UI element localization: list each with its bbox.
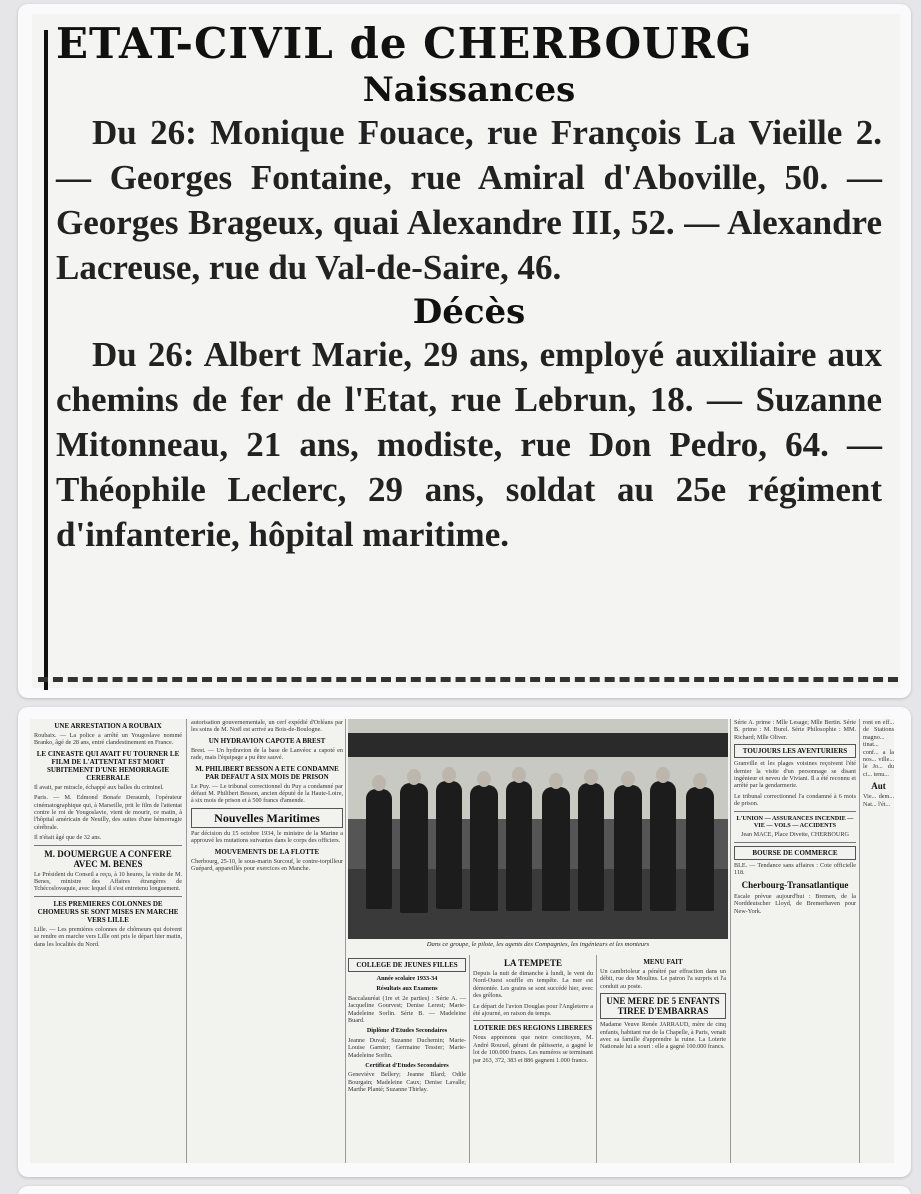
paragraph: Vie... dem... Nat... l'ét... <box>863 793 894 808</box>
subheading: Diplôme d'Etudes Secondaires <box>366 1027 448 1035</box>
paragraph: Depuis la nuit de dimanche à lundi, le vent du Nord-Ouest souffle en tempête. La mer est démontée. Les grains se sont succédé hier, avec des grêlons. <box>473 970 593 1000</box>
paragraph: Granville et les plages voisines reçoivent l'été dernier la visite d'un personnage se disant ingénieur et neveu de Viviani. Il a été reconnu et arrêté par la gendarmerie. <box>734 760 856 790</box>
paragraph: Il n'était âgé que de 32 ans. <box>34 834 102 842</box>
paragraph: Il avait, par miracle, échappé aux balles du criminel. <box>34 783 164 791</box>
paragraph: Nous apprenons que notre concitoyen, M. André Rouxel, gérant de pâtisserie, a gagné le lot de 100.000 francs. Les numéros se terminant par 263, 372, 383 et 886 gagnent 1.000 francs. <box>473 1034 593 1064</box>
paragraph: Cherbourg, 25-10, le sous-marin Surcouf, le contre-torpilleur Guépard, appareillés pour exercices en Manche. <box>191 857 343 873</box>
headline: LE CINEASTE QUI AVAIT FU TOURNER LE FILM DE L'ATTENTAT EST MORT SUBITEMENT D'UNE HEMORRAGIE CEREBRALE <box>36 749 180 782</box>
headline: M. PHILIBERT BESSON A ETE CONDAMNE PAR DEFAUT A SIX MOIS DE PRISON <box>195 764 339 781</box>
paragraph: Jean MACE, Place Divette, CHERBOURG <box>741 831 849 839</box>
births-text: Du 26: Monique Fouace, rue François La Vieille 2. — Georges Fontaine, rue Amiral d'Aboville, 50. — Georges Brageux, quai Alexandre III, 52. — Alexandre Lacreuse, rue du Val-de-Saire, 46. <box>56 113 882 287</box>
paragraph: Geneviève Bellery; Jeanne Blard; Odile Bourgain; Madeleine Caux; Denise Lavalle; Marthe Planté; Suzanne Thirlay. <box>348 1071 466 1094</box>
paragraph: BLE. — Tendance sans affaires : Cote officielle 118. <box>734 861 856 877</box>
paragraph: Série A. prime : Mlle Lesage; Mlle Bertin. Série B. prime : M. Burel. Série Philosophie : MM. Richard; Mlle Oliver. <box>734 719 856 741</box>
paragraph: Jeanne Duval; Suzanne Duchemin; Marie-Louise Garnier; Germaine Tessier; Marie-Madeleine Sorlin. <box>348 1036 466 1059</box>
group-photo <box>348 719 728 939</box>
paragraph: Paris. — M. Edmond Bonafe Deraumb, l'opérateur cinématographique qui, à Marseille, prit le film de l'attentat contre le roi de Yougoslavie, vient de mourir, ce matin, à l'hôpital américain de Neuilly, des suites d'une hémorragie cérébrale. <box>34 794 182 831</box>
paragraph: Le départ de l'avion Douglas pour l'Angleterre a été ajourné, en raison du temps. <box>473 1002 593 1018</box>
births-heading: Naissances <box>362 70 576 110</box>
photo-caption: Dans ce groupe, le pilote, les agents des Compagnies, les ingénieurs et les monteurs <box>426 941 650 948</box>
next-card[interactable] <box>18 1186 911 1194</box>
subheading: Résultats aux Examens <box>376 985 438 993</box>
column-border <box>44 30 48 690</box>
headline: L'UNION — ASSURANCES INCENDIE — VIE — VOLS — ACCIDENTS <box>736 814 854 830</box>
deaths-heading: Décès <box>412 292 526 332</box>
paragraph: Brest. — Un hydravion de la base de Lanvéoc a capoté en rade, mais l'équipage a pu être sauvé. <box>191 746 343 762</box>
subheading: Certificat d'Etudes Secondaires <box>365 1062 449 1070</box>
column-6 <box>734 719 856 1163</box>
newspaper-page-image <box>30 719 894 1163</box>
headline: UNE MERE DE 5 ENFANTS TIREE D'EMBARRAS <box>600 993 726 1019</box>
headline: TOUJOURS LES AVENTURIERS <box>734 744 856 758</box>
paragraph: Baccalauréat (1re et 2e parties) : Série A. — Jacqueline Gourvest; Denise Lerest; Marie-Madeleine Sorlin. Série B. — Madeleine Buard. <box>348 994 466 1025</box>
paragraph: autorisation gouvernementale, un cerf expédié d'Orléans par les soins de M. Noël est arrivé au Bois-de-Boulogne. <box>191 719 343 734</box>
bottom-rule <box>38 677 898 687</box>
headline: MOUVEMENTS DE LA FLOTTE <box>214 847 320 856</box>
column-2 <box>191 719 343 1163</box>
headline: Cherbourg-Transatlantique <box>741 879 849 890</box>
paragraph: Le Président du Conseil a reçu, à 10 heures, la visite de M. Benes, ministre des Affaires étrangères de Tchécoslovaquie, avec lequel il s'est entretenu longuement. <box>34 870 182 893</box>
headline: M. DOUMERGUE A CONFERE AVEC M. BENES <box>44 848 172 869</box>
paragraph: Madame Veuve Renée JARRAUD, mère de cinq enfants, habitant rue de la Chapelle, à Paris, venait avec sa famille d'apprendre la ruine. La Loterie Nationale lui a souri : elle a gagné 100.000 francs. <box>600 1021 726 1051</box>
headline: UNE ARRESTATION A ROUBAIX <box>54 722 162 730</box>
paragraph: Le Puy. — Le tribunal correctionnel du Puy a condamné par défaut M. Philibert Besson, ancien député de la Haute-Loire, à six mois de prison et à 500 francs d'amende. <box>191 782 343 805</box>
newspaper-page-card[interactable] <box>18 707 911 1177</box>
paragraph: Lille. — Les premières colonnes de chômeurs qui doivent se rendre en marche vers Lille ont pris le départ hier matin, dans les localités du Nord. <box>34 925 182 948</box>
headline: MENU FAIT <box>643 958 683 966</box>
column-1 <box>34 719 182 1163</box>
subheading: Année scolaire 1933-34 <box>376 975 438 982</box>
column-3 <box>348 955 466 1163</box>
headline: UN HYDRAVION CAPOTE A BREST <box>208 736 326 745</box>
column-4 <box>473 955 593 1163</box>
paragraph: ront en eff... de Stations magno... tinat... conf... a la nos... ville... le Jo... du ci... tenu... <box>863 719 894 778</box>
paragraph: Un cambrioleur a pénétré par effraction dans un débit, rue des Moulins. Le patron l'a surpris et l'a conduit au poste. <box>600 968 726 990</box>
paragraph: Le tribunal correctionnel l'a condamné à 6 mois de prison. <box>734 792 856 808</box>
headline: LA TEMPETE <box>503 958 563 968</box>
deaths-text: Du 26: Albert Marie, 29 ans, employé auxiliaire aux chemins de fer de l'Etat, rue Lebrun, 18. — Suzanne Mitonneau, 21 ans, modiste, rue Don Pedro, 64. — Théophile Leclerc, 29 ans, soldat au 25e régiment d'infanterie, hôpital maritime. <box>56 335 882 554</box>
column-7 <box>863 719 894 1163</box>
paragraph: Roubaix. — La police a arrêté un Yougoslave nommé Branko, âgé de 28 ans, entré clandestinement en France. <box>34 732 182 747</box>
headline: Aut <box>871 781 886 792</box>
clipping-title: ETAT-CIVIL de CHERBOURG <box>56 19 753 68</box>
column-5 <box>600 955 726 1163</box>
headline: COLLEGE DE JEUNES FILLES <box>348 958 466 972</box>
clipping-zoom-card[interactable] <box>18 4 911 698</box>
headline: BOURSE DE COMMERCE <box>734 846 856 860</box>
paragraph: Escale prévue aujourd'hui : Bremen, de la Norddeutscher Lloyd, de Bremerhaven pour New-York. <box>734 892 856 915</box>
headline: LES PREMIERES COLONNES DE CHOMEURS SE SONT MISES EN MARCHE VERS LILLE <box>37 899 179 924</box>
clipping-image <box>32 14 900 688</box>
headline: LOTERIE DES REGIONS LIBEREES <box>473 1024 593 1033</box>
nouvelles-maritimes-heading: Nouvelles Maritimes <box>191 808 343 828</box>
paragraph: Par décision du 15 octobre 1934, le ministre de la Marine a approuvé les mutations suivantes dans le corps des officiers. <box>191 829 343 845</box>
